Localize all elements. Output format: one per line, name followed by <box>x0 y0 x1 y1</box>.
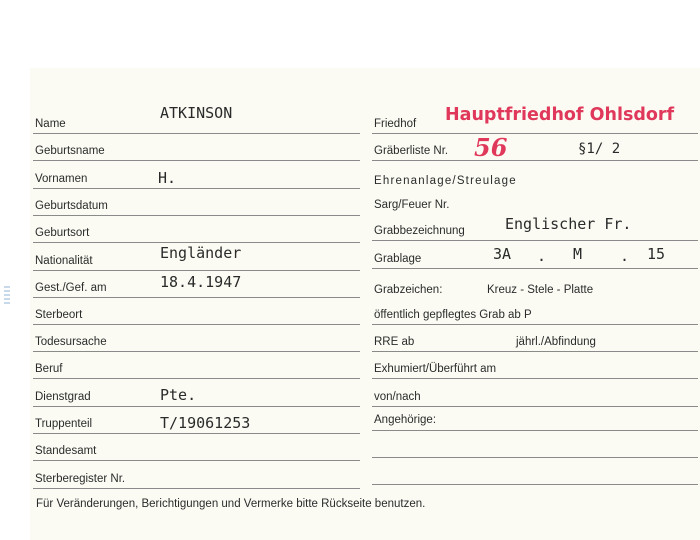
label-vonnach: von/nach <box>374 391 421 403</box>
value-vornamen: H. <box>158 169 177 187</box>
label-graeberliste: Gräberliste Nr. <box>374 145 449 157</box>
label-friedhof: Friedhof <box>374 118 417 130</box>
row-graeberliste <box>372 134 698 161</box>
label-geburtsname: Geburtsname <box>35 145 105 157</box>
ehrenanlage-label: Ehrenanlage/Streulage <box>374 175 517 187</box>
sarg-label: Sarg/Feuer Nr. <box>374 199 450 211</box>
row-vonnach <box>372 380 698 407</box>
row-exhumiert <box>372 352 698 379</box>
grablage-separator: . <box>537 247 547 265</box>
line-angehoerige-1 <box>372 430 698 431</box>
label-truppenteil: Truppenteil <box>35 418 93 430</box>
row-geburtsdatum <box>33 189 360 216</box>
label-rre: RRE ab <box>374 336 415 348</box>
row-rre <box>372 325 698 352</box>
label-name: Name <box>35 118 66 130</box>
line-angehoerige-3 <box>372 484 698 485</box>
label-nationalitaet: Nationalität <box>35 255 93 267</box>
grabzeichen-options: Kreuz - Stele - Platte <box>487 284 594 296</box>
row-sterbeort <box>33 298 360 325</box>
row-dienstgrad <box>33 380 360 407</box>
value-gestorben: 18.4.1947 <box>160 273 242 291</box>
value-name: ATKINSON <box>160 104 233 122</box>
label-sterbeort: Sterbeort <box>35 309 83 321</box>
rre-options: jährl./Abfindung <box>516 336 596 348</box>
row-standesamt <box>33 434 360 461</box>
grablage-separator: . <box>620 247 630 265</box>
label-beruf: Beruf <box>35 363 63 375</box>
value-dienstgrad: Pte. <box>160 386 197 404</box>
row-vornamen <box>33 162 360 189</box>
edge-mark <box>4 286 10 306</box>
label-sterberegister: Sterberegister Nr. <box>35 473 126 485</box>
label-standesamt: Standesamt <box>35 445 97 457</box>
row-geburtsort <box>33 216 360 243</box>
line-angehoerige-2 <box>372 457 698 458</box>
row-todesursache <box>33 325 360 352</box>
graeberliste-section: §1/ 2 <box>578 141 621 157</box>
grablage-number: 15 <box>647 245 666 263</box>
row-geburtsname <box>33 134 360 161</box>
value-nationalitaet: Engländer <box>160 244 242 262</box>
label-todesursache: Todesursache <box>35 336 107 348</box>
grabzeichen-label: Grabzeichen: <box>374 284 443 296</box>
label-exhumiert: Exhumiert/Überführt am <box>374 363 497 375</box>
label-geburtsort: Geburtsort <box>35 227 90 239</box>
grabbezeichnung-value: Englischer Fr. <box>505 215 632 233</box>
friedhof-stamp: Hauptfriedhof Ohlsdorf <box>445 105 675 125</box>
label-vornamen: Vornamen <box>35 173 88 185</box>
label-geburtsdatum: Geburtsdatum <box>35 200 108 212</box>
row-sterberegister <box>33 462 360 489</box>
graeberliste-number: 56 <box>474 133 508 162</box>
value-truppenteil: T/19061253 <box>160 414 251 432</box>
label-dienstgrad: Dienstgrad <box>35 391 91 403</box>
row-gepflegt <box>372 298 698 325</box>
angehoerige-label: Angehörige: <box>374 414 437 426</box>
row-beruf <box>33 352 360 379</box>
footer-note: Für Veränderungen, Berichtigungen und Vermerke bitte Rückseite benutzen. <box>36 498 426 510</box>
label-grabbezeichnung: Grabbezeichnung <box>374 225 465 237</box>
grablage-row: M <box>573 245 583 263</box>
grablage-field: 3A <box>493 245 512 263</box>
label-grablage: Grablage <box>374 253 422 265</box>
label-gestorben: Gest./Gef. am <box>35 282 107 294</box>
label-gepflegt: öffentlich gepflegtes Grab ab P <box>374 309 532 321</box>
